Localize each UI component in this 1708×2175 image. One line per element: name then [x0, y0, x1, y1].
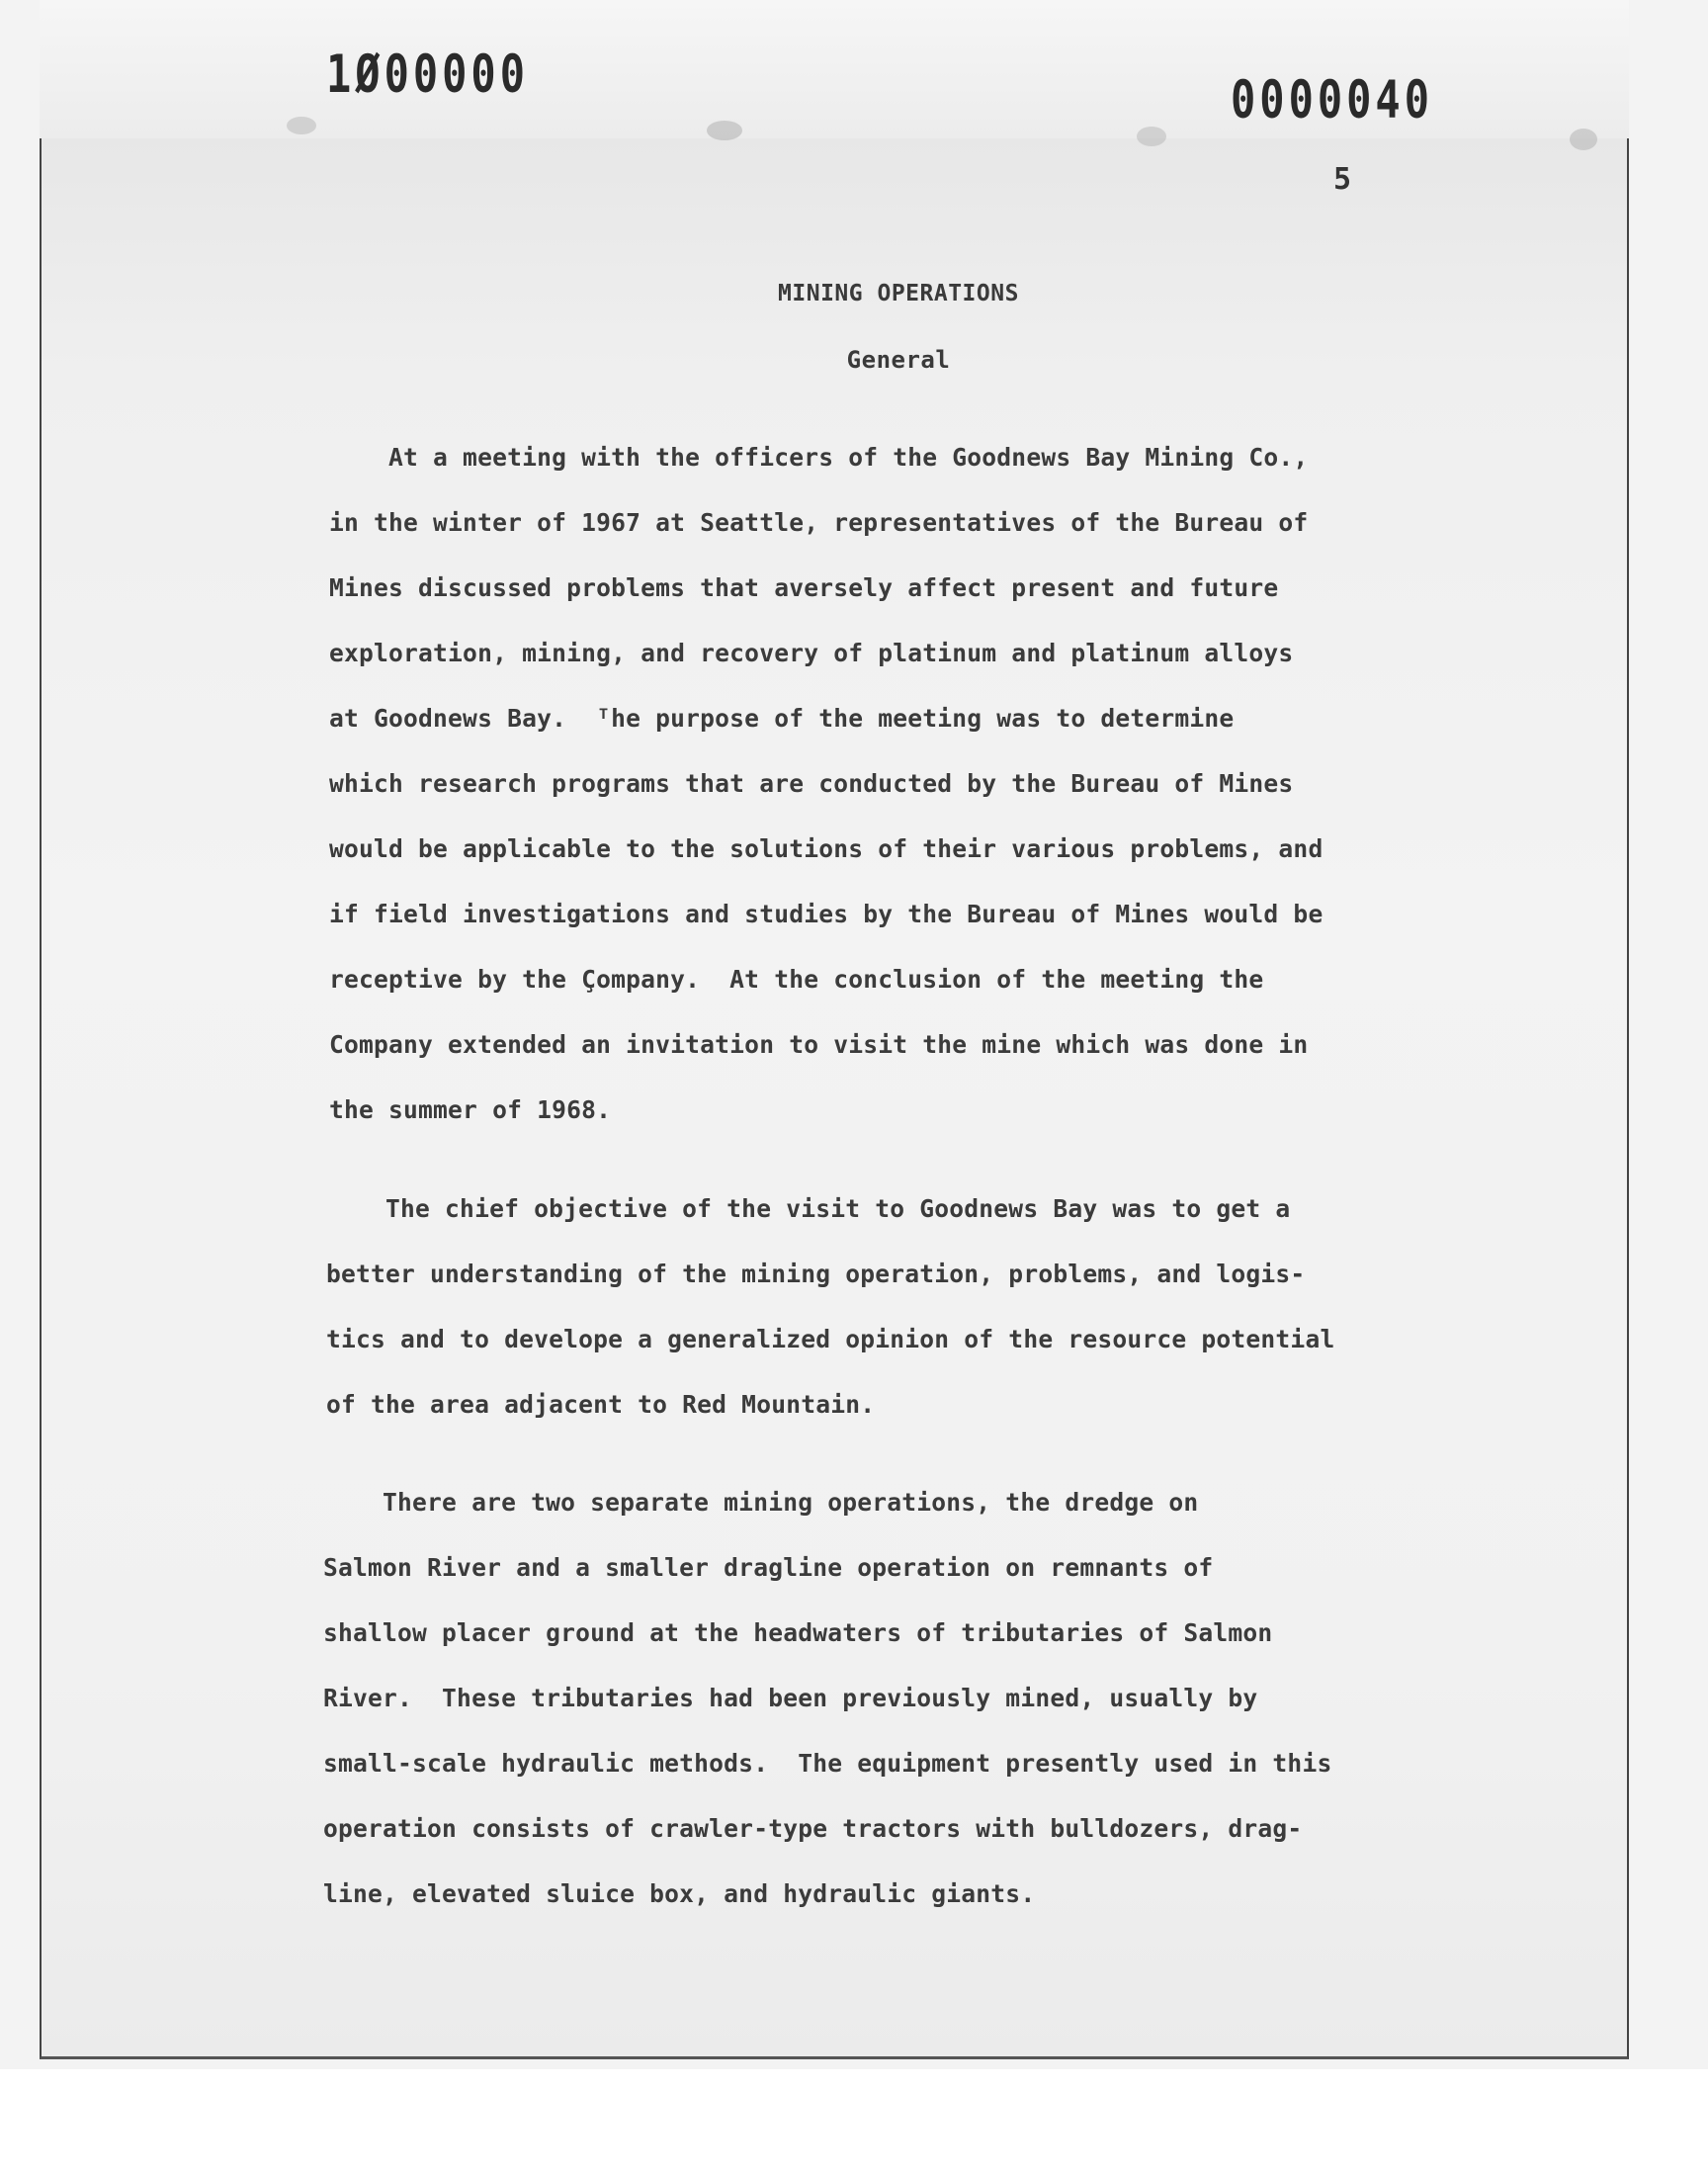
text-line: River. These tributaries had been previously mined, usually by [323, 1684, 1258, 1712]
text-line: shallow placer ground at the headwaters of tributaries of Salmon [323, 1618, 1273, 1647]
text-line: receptive by the Çompany. At the conclusion of the meeting the [329, 965, 1264, 994]
text-line: Salmon River and a smaller dragline operation on remnants of [323, 1553, 1214, 1582]
scan-speck [1137, 127, 1166, 146]
paragraph-meeting [329, 425, 1323, 1143]
text-line: the summer of 1968. [329, 1095, 612, 1124]
text-line: which research programs that are conducted by the Bureau of Mines [329, 769, 1294, 798]
text-line: better understanding of the mining operation, problems, and logis- [326, 1260, 1306, 1288]
document-id-stamp-right: 0000040 [1231, 69, 1434, 130]
text-line: The chief objective of the visit to Goodnews Bay was to get a [326, 1194, 1291, 1223]
text-line: exploration, mining, and recovery of platinum and platinum alloys [329, 639, 1294, 667]
text-line: operation consists of crawler-type tractors with bulldozers, drag- [323, 1814, 1303, 1843]
text-line: in the winter of 1967 at Seattle, representatives of the Bureau of [329, 508, 1309, 537]
paragraph-objective [326, 1176, 1334, 1437]
text-line: Mines discussed problems that aversely affect present and future [329, 573, 1279, 602]
text-line: line, elevated sluice box, and hydraulic giants. [323, 1879, 1036, 1908]
text-line: Company extended an invitation to visit the mine which was done in [329, 1030, 1309, 1059]
page-number: 5 [1333, 162, 1352, 197]
scan-speck [707, 121, 742, 140]
text-line: would be applicable to the solutions of their various problems, and [329, 834, 1324, 863]
document-id-stamp-left: 1Ø00000 [326, 44, 530, 105]
section-title: MINING OPERATIONS [778, 281, 1019, 306]
text-line: tics and to develope a generalized opinion of the resource potential [326, 1325, 1335, 1353]
subsection-title: General [846, 346, 951, 374]
text-line: if field investigations and studies by the Bureau of Mines would be [329, 900, 1324, 928]
text-line: There are two separate mining operations, the dredge on [323, 1488, 1199, 1517]
text-line: small-scale hydraulic methods. The equipment presently used in this [323, 1749, 1332, 1778]
scan-speck [287, 117, 316, 134]
text-line: At a meeting with the officers of the Goodnews Bay Mining Co., [329, 443, 1309, 472]
text-line: of the area adjacent to Red Mountain. [326, 1390, 876, 1419]
text-line: at Goodnews Bay. ᵀhe purpose of the meeting was to determine [329, 704, 1235, 733]
paragraph-operations [323, 1470, 1331, 1927]
scan-speck [1570, 129, 1597, 150]
